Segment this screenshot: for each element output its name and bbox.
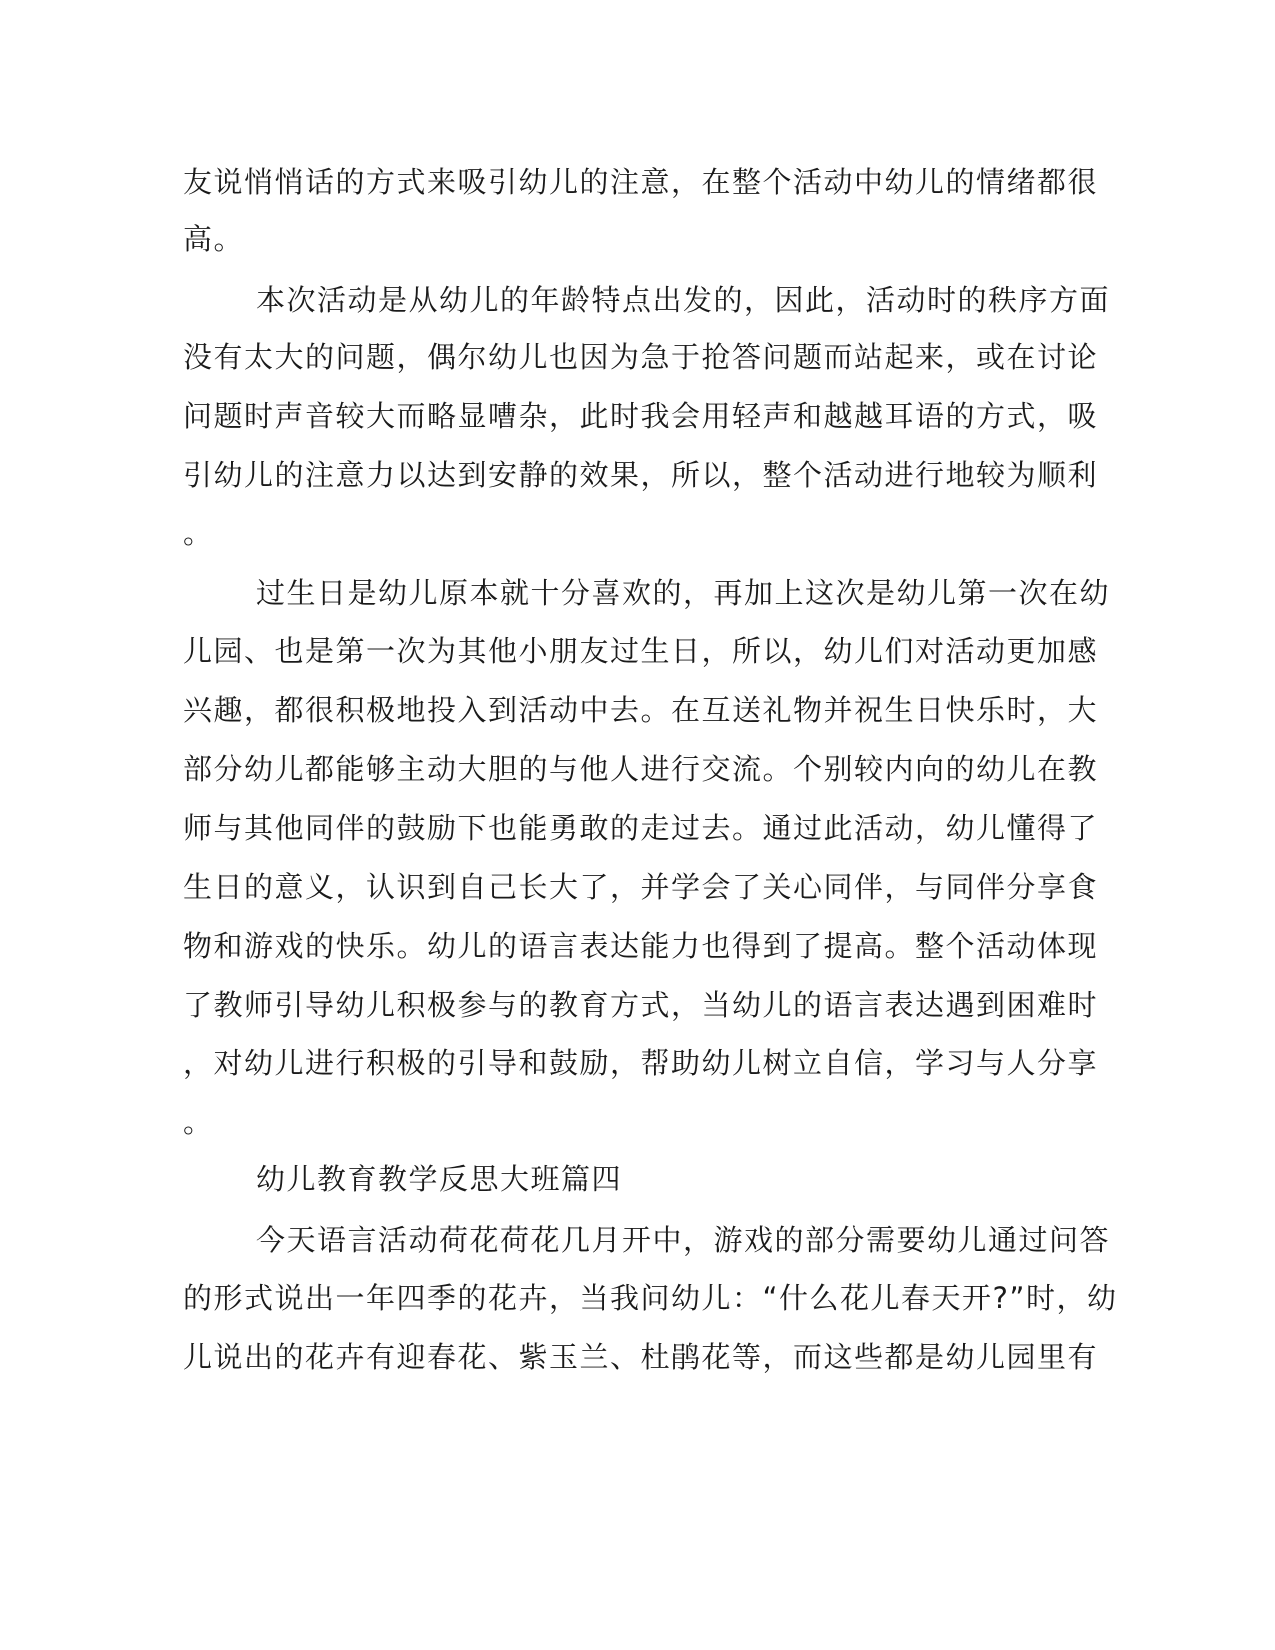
paragraph-line: 师与其他同伴的鼓励下也能勇敢的走过去。通过此活动，幼儿懂得了 — [183, 811, 1099, 845]
paragraph-line: 儿说出的花卉有迎春花、紫玉兰、杜鹃花等，而这些都是幼儿园里有 — [183, 1340, 1099, 1374]
paragraph-line: 物和游戏的快乐。幼儿的语言表达能力也得到了提高。整个活动体现 — [183, 929, 1099, 963]
paragraph-line: 儿园、也是第一次为其他小朋友过生日，所以，幼儿们对活动更加感 — [183, 634, 1099, 668]
paragraph-line: 本次活动是从幼儿的年龄特点出发的，因此，活动时的秩序方面 — [256, 283, 1111, 317]
paragraph-line: 高。 — [183, 222, 245, 256]
paragraph-line: 兴趣，都很积极地投入到活动中去。在互送礼物并祝生日快乐时，大 — [183, 693, 1099, 727]
paragraph-line: 今天语言活动荷花荷花几月开中，游戏的部分需要幼儿通过问答 — [256, 1223, 1111, 1257]
paragraph-line: 引幼儿的注意力以达到安静的效果，所以，整个活动进行地较为顺利 — [183, 458, 1099, 492]
paragraph-line: 友说悄悄话的方式来吸引幼儿的注意，在整个活动中幼儿的情绪都很 — [183, 165, 1099, 199]
paragraph-line: 生日的意义，认识到自己长大了，并学会了关心同伴，与同伴分享食 — [183, 870, 1099, 904]
paragraph-line: 问题时声音较大而略显嘈杂，此时我会用轻声和越越耳语的方式，吸 — [183, 399, 1099, 433]
paragraph-line: 。 — [183, 516, 214, 550]
paragraph-line: ，对幼儿进行积极的引导和鼓励，帮助幼儿树立自信，学习与人分享 — [183, 1046, 1099, 1080]
paragraph-line: 的形式说出一年四季的花卉，当我问幼儿：“什么花儿春天开?”时，幼 — [183, 1281, 1118, 1315]
paragraph-line: 没有太大的问题，偶尔幼儿也因为急于抢答问题而站起来，或在讨论 — [183, 340, 1099, 374]
paragraph-line: 了教师引导幼儿积极参与的教育方式，当幼儿的语言表达遇到困难时 — [183, 988, 1099, 1022]
paragraph-line: 部分幼儿都能够主动大胆的与他人进行交流。个别较内向的幼儿在教 — [183, 752, 1099, 786]
paragraph-line: 。 — [183, 1105, 214, 1139]
section-heading: 幼儿教育教学反思大班篇四 — [256, 1162, 623, 1196]
paragraph-line: 过生日是幼儿原本就十分喜欢的，再加上这次是幼儿第一次在幼 — [256, 576, 1111, 610]
